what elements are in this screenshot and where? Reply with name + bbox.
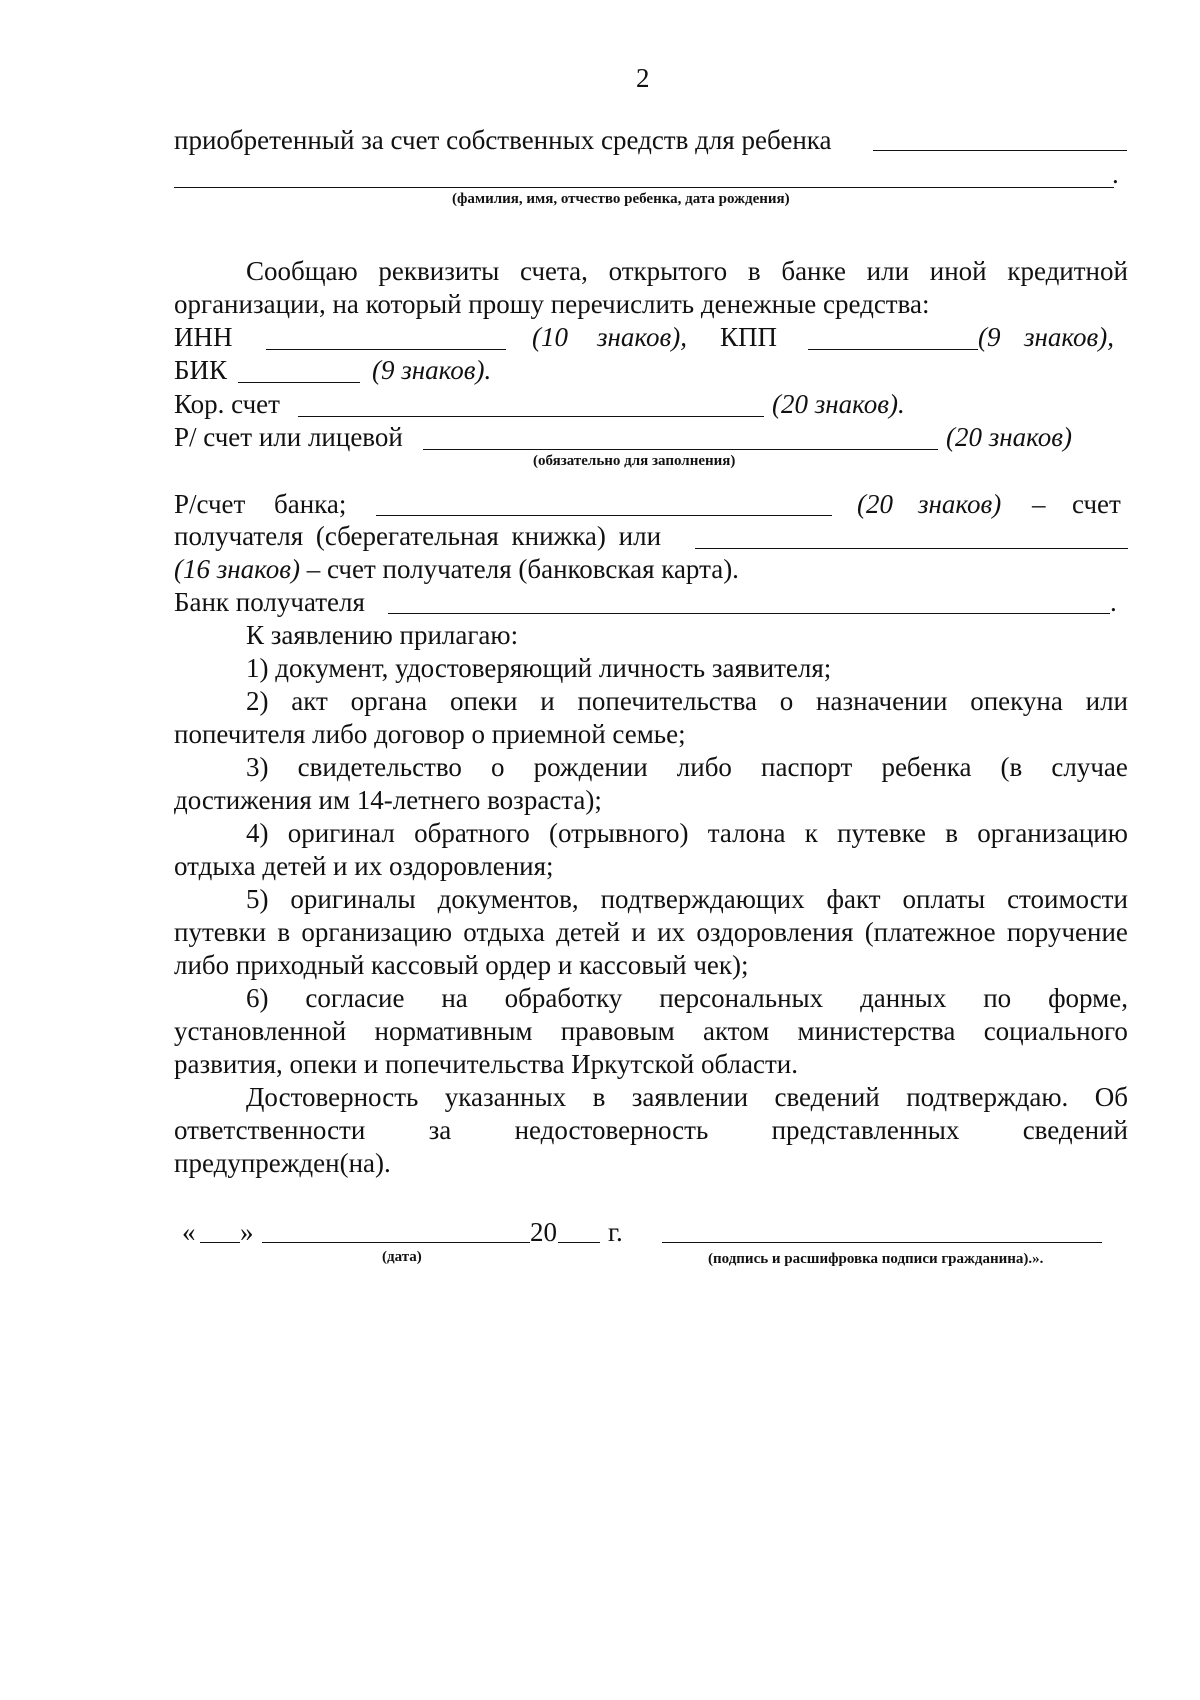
- date-caption: (дата): [382, 1249, 422, 1265]
- attachment-4-line-1: [246, 817, 1128, 849]
- word: подтверждаю.: [906, 1082, 1069, 1112]
- signature-caption: (подпись и расшифровка подписи гражданина).».: [708, 1251, 1044, 1267]
- word: организацию: [977, 818, 1128, 848]
- card-line: [174, 553, 739, 585]
- requisites-intro-line-2: организации, на который прошу перечислить денежные средства:: [174, 289, 930, 319]
- word: указанных: [444, 1082, 567, 1112]
- word: нормативным: [374, 1016, 533, 1046]
- word: банке: [781, 256, 846, 286]
- bank-label: Банк получателя: [174, 587, 365, 617]
- word: назначении: [816, 686, 948, 716]
- word: сведений: [774, 1082, 880, 1112]
- word: путевки: [174, 917, 267, 947]
- word: (платежное: [864, 917, 996, 947]
- declaration-line-2: [174, 1114, 1128, 1146]
- bank-rs-dash: –: [1032, 489, 1046, 519]
- word: свидетельство: [297, 752, 462, 782]
- requisites-intro-line-1: [246, 255, 1128, 287]
- word: социального: [983, 1016, 1128, 1046]
- attachment-5-line-3: либо приходный кассовый ордер и кассовый чек);: [174, 950, 749, 980]
- savings-book-field[interactable]: [695, 548, 1128, 549]
- word: 3): [246, 752, 269, 782]
- word: Сообщаю: [246, 256, 358, 286]
- word: поручение: [1006, 917, 1128, 947]
- day-field[interactable]: [200, 1242, 240, 1243]
- bank-rs-hint-2: знаков): [918, 489, 1002, 519]
- word: форме,: [1048, 983, 1128, 1013]
- bank-rs-word-2: банка;: [274, 489, 347, 519]
- bank-rs-word-1: Р/счет: [174, 489, 246, 519]
- year-suffix: г.: [608, 1217, 623, 1247]
- word: (в: [1000, 752, 1023, 782]
- word: путевке: [837, 818, 927, 848]
- bik-field[interactable]: [238, 382, 360, 383]
- word: на: [441, 983, 468, 1013]
- word: представленных: [771, 1115, 960, 1145]
- top-period: .: [1112, 159, 1119, 189]
- word: и: [540, 686, 555, 716]
- word: их: [657, 917, 686, 947]
- word: 6): [246, 983, 269, 1013]
- word: (отрывного): [549, 818, 689, 848]
- attachment-1: 1) документ, удостоверяющий личность заявителя;: [246, 653, 832, 683]
- attachments-intro: К заявлению прилагаю:: [246, 620, 519, 650]
- kpp-field[interactable]: [808, 349, 978, 350]
- month-field[interactable]: [262, 1242, 530, 1243]
- word: открытого: [608, 256, 728, 286]
- word: либо: [676, 752, 732, 782]
- attachment-3-line-1: [246, 751, 1128, 783]
- word: 2): [246, 686, 269, 716]
- word: актом: [702, 1016, 770, 1046]
- word: факт: [826, 884, 881, 914]
- word: талона: [707, 818, 786, 848]
- bank-rs-tail: счет: [1072, 489, 1121, 519]
- bank-period: .: [1110, 587, 1117, 617]
- word: или: [1085, 686, 1128, 716]
- attachment-6-line-2: [174, 1015, 1128, 1047]
- word: оздоровления: [696, 917, 854, 947]
- signature-field[interactable]: [662, 1242, 1102, 1243]
- word: в: [747, 256, 761, 286]
- declaration-line-3: предупрежден(на).: [174, 1148, 391, 1178]
- bank-rs-field[interactable]: [376, 515, 832, 516]
- word: данных: [860, 983, 947, 1013]
- inn-label: ИНН: [174, 322, 233, 352]
- inn-hint-1: (10: [532, 322, 568, 352]
- word: обратного: [414, 818, 530, 848]
- rs-label: Р/ счет или лицевой: [174, 422, 403, 452]
- word: министерства: [797, 1016, 956, 1046]
- word: оплаты: [902, 884, 986, 914]
- rs-field[interactable]: [423, 449, 938, 450]
- word: в: [945, 818, 959, 848]
- word: иной: [929, 256, 987, 286]
- attachment-5-line-2: [174, 916, 1128, 948]
- word: в: [277, 917, 291, 947]
- word: организацию: [301, 917, 453, 947]
- kpp-hint-1: (9: [978, 322, 1001, 352]
- kpp-label: КПП: [720, 322, 778, 352]
- attachment-3-line-2: достижения им 14-летнего возраста);: [174, 785, 602, 815]
- attachment-6-line-1: [246, 982, 1128, 1014]
- word: оригинал: [287, 818, 395, 848]
- word: отдыха: [463, 917, 545, 947]
- word: подтверждающих: [600, 884, 805, 914]
- word: детей: [556, 917, 621, 947]
- word: случае: [1051, 752, 1128, 782]
- word: недостоверность: [514, 1115, 709, 1145]
- child-name-field-1[interactable]: [873, 150, 1127, 151]
- attachment-4-line-2: отдыха детей и их оздоровления;: [174, 851, 554, 881]
- word: 5): [246, 884, 269, 914]
- word: опекуна: [970, 686, 1063, 716]
- page-number: 2: [636, 63, 650, 93]
- word: реквизиты: [378, 256, 500, 286]
- word: акт: [291, 686, 328, 716]
- card-tail: – счет получателя (банковская карта).: [299, 554, 739, 584]
- kor-hint: (20 знаков).: [772, 389, 905, 419]
- recipient-line: получателя (сберегательная книжка) или: [174, 521, 662, 551]
- year-field[interactable]: [558, 1242, 600, 1243]
- word: согласие: [305, 983, 405, 1013]
- declaration-line-1: [246, 1081, 1128, 1113]
- word: Об: [1094, 1082, 1128, 1112]
- word: установленной: [174, 1016, 347, 1046]
- card-hint: (16 знаков): [174, 554, 300, 584]
- word: в: [592, 1082, 606, 1112]
- word: ребенка: [881, 752, 972, 782]
- inn-hint-2: знаков),: [597, 322, 687, 352]
- word: Достоверность: [246, 1082, 419, 1112]
- attachment-2-line-1: [246, 685, 1128, 717]
- attachment-5-line-1: [246, 883, 1128, 915]
- bank-name-field[interactable]: [388, 613, 1110, 614]
- word: заявлении: [631, 1082, 749, 1112]
- word: попечительства: [577, 686, 757, 716]
- word: паспорт: [761, 752, 853, 782]
- word: оригиналы: [290, 884, 416, 914]
- year-prefix: 20: [530, 1217, 557, 1247]
- word: и: [631, 917, 646, 947]
- word: органа: [350, 686, 428, 716]
- bank-rs-hint-1: (20: [857, 489, 893, 519]
- child-name-field-2[interactable]: [174, 187, 1114, 188]
- bik-hint: (9 знаков).: [372, 355, 492, 385]
- word: сведений: [1022, 1115, 1128, 1145]
- top-line-1: приобретенный за счет собственных средств для ребенка: [174, 125, 832, 155]
- kor-field[interactable]: [298, 416, 764, 417]
- open-quote: «: [182, 1217, 196, 1247]
- word: стоимости: [1007, 884, 1128, 914]
- inn-field[interactable]: [266, 349, 506, 350]
- word: документов,: [437, 884, 579, 914]
- word: кредитной: [1007, 256, 1128, 286]
- word: о: [491, 752, 505, 782]
- word: к: [804, 818, 818, 848]
- word: за: [428, 1115, 452, 1145]
- word: рождении: [533, 752, 648, 782]
- word: обработку: [504, 983, 623, 1013]
- kpp-hint-2: знаков),: [1024, 322, 1114, 352]
- rs-caption: (обязательно для заполнения): [533, 453, 736, 469]
- word: ответственности: [174, 1115, 366, 1145]
- word: о: [779, 686, 794, 716]
- word: опеки: [449, 686, 518, 716]
- kor-label: Кор. счет: [174, 389, 280, 419]
- child-name-caption: (фамилия, имя, отчество ребенка, дата рождения): [452, 191, 790, 207]
- word: персональных: [659, 983, 824, 1013]
- word: 4): [246, 818, 269, 848]
- word: правовым: [560, 1016, 675, 1046]
- attachment-2-line-2: попечителя либо договор о приемной семье;: [174, 719, 686, 749]
- attachment-6-line-3: развития, опеки и попечительства Иркутской области.: [174, 1049, 798, 1079]
- bik-label: БИК: [174, 355, 228, 385]
- close-quote: »: [240, 1217, 254, 1247]
- rs-hint: (20 знаков): [946, 422, 1072, 452]
- word: или: [866, 256, 910, 286]
- word: счета,: [520, 256, 588, 286]
- word: по: [983, 983, 1012, 1013]
